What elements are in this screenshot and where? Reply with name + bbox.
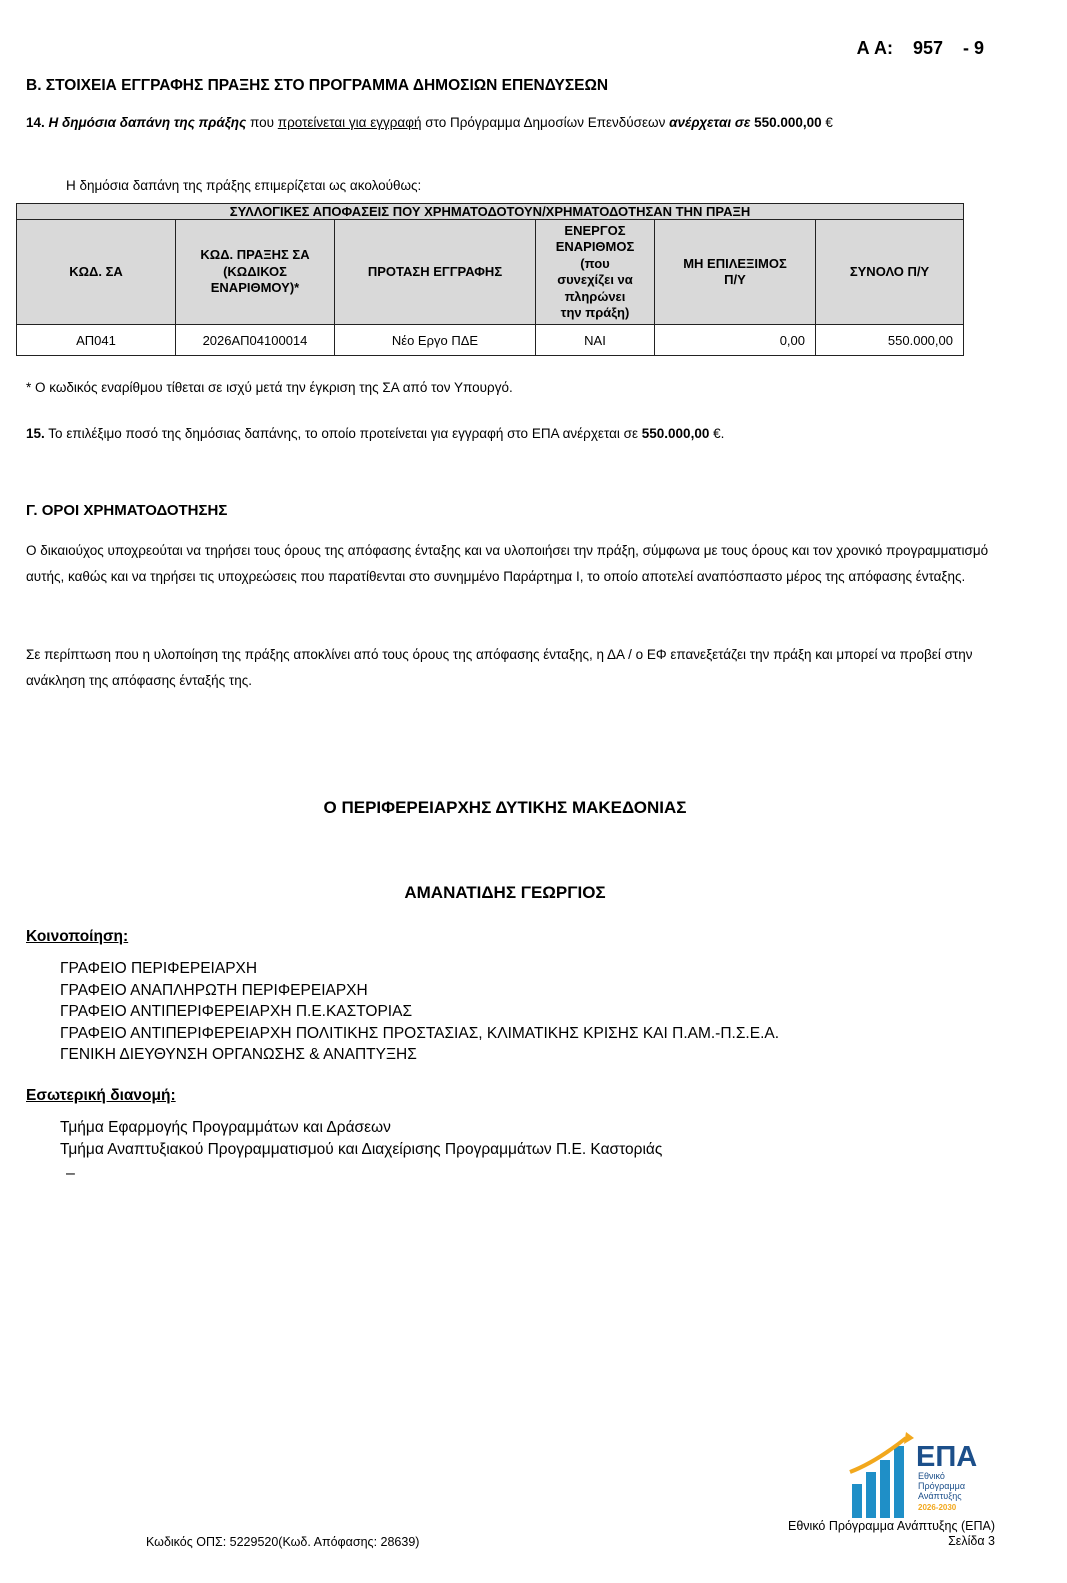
notification-list: [60, 958, 779, 1066]
item-14-number: 14.: [26, 115, 45, 130]
cell-protasi: Νέο Εργο ΠΔΕ: [335, 325, 536, 356]
header-kod-sa: ΚΩΔ. ΣΑ: [17, 220, 176, 325]
cell-kod-praxis: 2026ΑΠ04100014: [176, 325, 335, 356]
cell-synolo: 550.000,00: [816, 325, 964, 356]
trailing-dash: –: [66, 1165, 75, 1182]
section-b-title: Β. ΣΤΟΙΧΕΙΑ ΕΓΓΡΑΦΗΣ ΠΡΑΞΗΣ ΣΤΟ ΠΡΟΓΡΑΜΜΑ ΔΗΜΟΣΙΩΝ ΕΠΕΝΔΥΣΕΩΝ: [26, 77, 609, 94]
logo-line1: Εθνικό: [918, 1471, 945, 1481]
header-mi-epilexinos: [655, 220, 816, 325]
funding-terms-paragraph-2: Σε περίπτωση που η υλοποίηση της πράξης αποκλίνει από τους όρους της απόφασης ένταξης, η ΔΑ / ο ΕΦ επανεξετάζει την πράξη και μπορεί να προβεί στην ανάκληση της απόφασης ένταξής της.: [26, 647, 973, 688]
notification-heading: Κοινοποίηση:: [26, 928, 129, 945]
list-item: ΓΡΑΦΕΙΟ ΑΝΤΙΠΕΡΙΦΕΡΕΙΑΡΧΗ ΠΟΛΙΤΙΚΗΣ ΠΡΟΣΤΑΣΙΑΣ, ΚΛΙΜΑΤΙΚΗΣ ΚΡΙΣΗΣ ΚΑΙ Π.ΑΜ.-Π.Σ.Ε.Α.: [60, 1024, 780, 1042]
section-g-title: Γ. ΟΡΟΙ ΧΡΗΜΑΤΟΔΟΤΗΣΗΣ: [26, 502, 228, 519]
enarithmos-note: * Ο κωδικός εναρίθμου τίθεται σε ισχύ μετά την έγκριση της ΣΑ από τον Υπουργό.: [26, 380, 513, 395]
item-14-lead: Η δημόσια δαπάνη της πράξης: [48, 115, 247, 130]
item-14-text-underlined: προτείνεται για εγγραφή: [277, 115, 422, 130]
logo-brand: ΕΠΑ: [916, 1441, 978, 1473]
logo-years: 2026-2030: [918, 1503, 957, 1512]
funding-table: [16, 203, 964, 356]
item-15-text: Το επιλέξιμο ποσό της δημόσιας δαπάνης, το οποίο προτείνεται για εγγραφή στο ΕΠΑ ανέρχεται σε: [48, 426, 638, 441]
footer-ops-code: Κωδικός ΟΠΣ: 5229520(Κωδ. Απόφασης: 28639): [146, 1535, 420, 1549]
list-item: ΓΕΝΙΚΗ ΔΙΕΥΘΥΝΣΗ ΟΡΓΑΝΩΣΗΣ & ΑΝΑΠΤΥΞΗΣ: [60, 1046, 417, 1063]
item-14-paragraph: [26, 115, 833, 130]
item-14-text-c: ανέρχεται σε: [669, 115, 751, 130]
item-15-number: 15.: [26, 426, 45, 441]
split-intro: Η δημόσια δαπάνη της πράξης επιμερίζεται ως ακολούθως:: [66, 178, 422, 193]
list-item: ΓΡΑΦΕΙΟ ΑΝΑΠΛΗΡΩΤΗ ΠΕΡΙΦΕΡΕΙΑΡΧΗ: [60, 981, 368, 999]
item-14-text-a: που: [249, 115, 274, 130]
header-energos-line3: (που: [580, 255, 610, 271]
header-mi-epilexinos-line2: Π/Υ: [724, 272, 746, 287]
item-14-text-b: στο Πρόγραμμα Δημοσίων Επενδύσεων: [425, 115, 666, 130]
epa-logo: [846, 1432, 996, 1520]
header-energos-line5: πληρώνει: [564, 288, 626, 304]
list-item: ΓΡΑΦΕΙΟ ΠΕΡΙΦΕΡΕΙΑΡΧΗ: [60, 960, 258, 977]
header-synolo: ΣΥΝΟΛΟ Π/Υ: [816, 220, 964, 325]
logo-bar-4: [894, 1446, 904, 1518]
header-kod-praxis-line3: ΕΝΑΡΙΘΜΟΥ)*: [210, 280, 300, 296]
header-energos-line2: ΕΝΑΡΙΘΜΟΣ: [555, 239, 635, 254]
table-row: [17, 325, 964, 356]
header-protasi: ΠΡΟΤΑΣΗ ΕΓΓΡΑΦΗΣ: [335, 220, 536, 325]
funding-terms-paragraph-1: Ο δικαιούχος υποχρεούται να τηρήσει τους όρους της απόφασης ένταξης και να υλοποιήσει την πράξη, σύμφωνα με τους όρους και τον χρονικό προγραμματισμό αυτής, καθώς και να τηρήσει τις υποχρεώσεις που παρατίθενται στο συνημμένο Παράρτημα Ι, το οποίο αποτελεί αναπόσπαστο μέρος της απόφασης ένταξης.: [26, 543, 989, 584]
logo-line3: Ανάπτυξης: [918, 1491, 962, 1501]
header-energos-line6: την πράξη): [560, 305, 630, 320]
logo-arrowhead-icon: [904, 1432, 914, 1444]
header-kod-praxis-line1: ΚΩΔ. ΠΡΑΞΗΣ ΣΑ: [200, 247, 310, 263]
item-14-amount: 550.000,00: [754, 115, 822, 130]
list-item: Τμήμα Αναπτυξιακού Προγραμματισμού και Διαχείρισης Προγραμμάτων Π.Ε. Καστοριάς: [60, 1140, 663, 1158]
internal-distribution-list: [60, 1117, 662, 1160]
logo-bar-1: [852, 1484, 862, 1518]
footer-program-name: Εθνικό Πρόγραμμα Ανάπτυξης (ΕΠΑ): [788, 1519, 995, 1533]
logo-bar-2: [866, 1472, 876, 1518]
header-kod-praxis-line2: (ΚΩΔΙΚΟΣ: [223, 263, 287, 279]
item-15-currency: €.: [713, 426, 725, 441]
list-item: ΓΡΑΦΕΙΟ ΑΝΤΙΠΕΡΙΦΕΡΕΙΑΡΧΗ Π.Ε.ΚΑΣΤΟΡΙΑΣ: [60, 1003, 413, 1020]
logo-bar-3: [880, 1460, 890, 1518]
cell-kod-sa: ΑΠ041: [17, 325, 176, 356]
cell-mi-epilexinos: 0,00: [655, 325, 816, 356]
table-caption: ΣΥΛΛΟΓΙΚΕΣ ΑΠΟΦΑΣΕΙΣ ΠΟΥ ΧΡΗΜΑΤΟΔΟΤΟΥΝ/ΧΡΗΜΑΤΟΔΟΤΗΣΑΝ ΤΗΝ ΠΡΑΞΗ: [17, 204, 964, 220]
list-item: Τμήμα Εφαρμογής Προγραμμάτων και Δράσεων: [60, 1119, 391, 1136]
header-energos: [536, 220, 655, 325]
cell-energos: ΝΑΙ: [536, 325, 655, 356]
item-15-paragraph: [26, 426, 724, 441]
internal-distribution-heading: Εσωτερική διανομή:: [26, 1087, 176, 1104]
header-mi-epilexinos-line1: ΜΗ ΕΠΙΛΕΞΙΜΟΣ: [683, 255, 787, 271]
header-energos-line1: ΕΝΕΡΓΟΣ: [564, 222, 626, 238]
ada-number: Α Α: 957 - 9: [856, 38, 984, 58]
item-15-amount: 550.000,00: [641, 426, 710, 441]
footer-program: [788, 1519, 995, 1549]
signatory-name: ΑΜΑΝΑΤΙΔΗΣ ΓΕΩΡΓΙΟΣ: [404, 883, 606, 902]
footer-page-number: Σελίδα 3: [948, 1534, 995, 1548]
logo-line2: Πρόγραμμα: [918, 1481, 966, 1491]
signatory-title: Ο ΠΕΡΙΦΕΡΕΙΑΡΧΗΣ ΔΥΤΙΚΗΣ ΜΑΚΕΔΟΝΙΑΣ: [323, 798, 687, 817]
header-energos-line4: συνεχίζει να: [557, 272, 633, 287]
header-kod-praxis: [176, 220, 335, 325]
item-14-currency: €: [825, 115, 833, 130]
